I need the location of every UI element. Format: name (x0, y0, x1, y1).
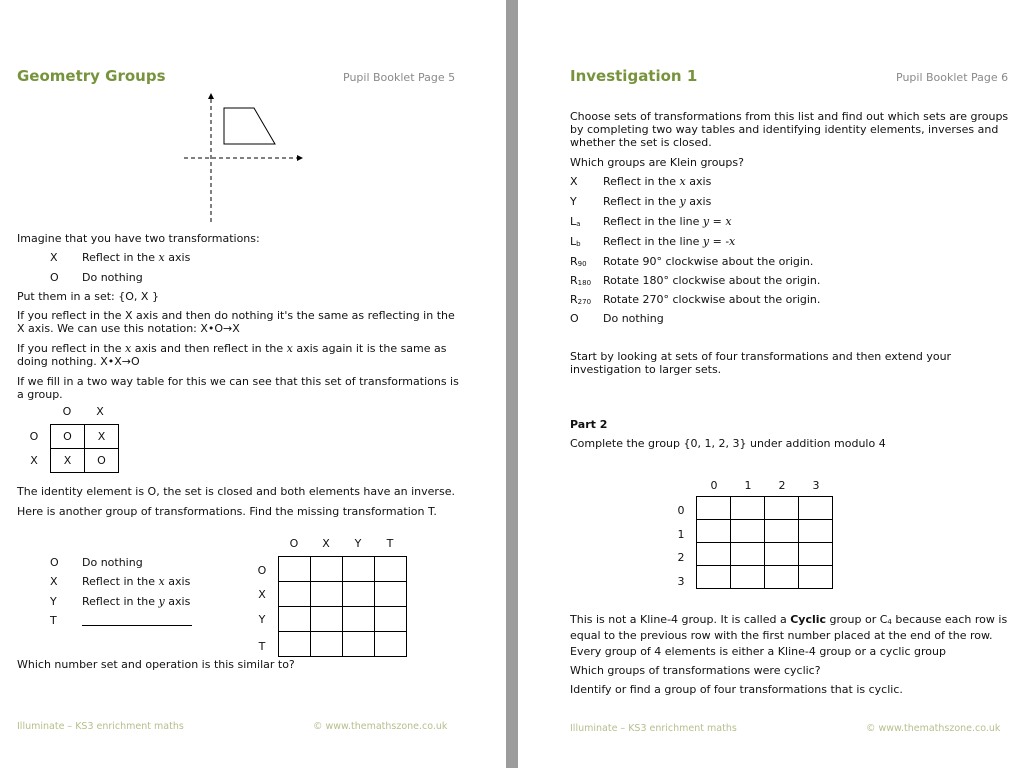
complete-group-text: Complete the group {0, 1, 2, 3} under addition modulo 4 (570, 437, 886, 450)
trans-desc: Rotate 90° clockwise about the origin. (603, 255, 814, 268)
which-cyclic-text: Which groups of transformations were cyclic? (570, 664, 821, 677)
page-label: Pupil Booklet Page 6 (896, 71, 1009, 84)
page-gutter (506, 0, 518, 768)
col-header: O (62, 405, 72, 418)
table-cell[interactable] (799, 497, 833, 520)
row-header: 2 (677, 551, 685, 564)
identity-text: The identity element is O, the set is closed and both elements have an inverse. (17, 485, 455, 498)
trapezium-shape (224, 108, 275, 144)
table-cell[interactable] (375, 607, 407, 632)
set-line: Put them in a set: {O, X } (17, 290, 159, 303)
para-reflect-twice: If you reflect in the x axis and then reflect in the x axis again it is the same as doing nothing. X•X→O (17, 342, 447, 368)
table-cell[interactable] (343, 582, 375, 607)
another-group-text: Here is another group of transformations. Find the missing transformation T. (17, 505, 437, 518)
col-header: O (289, 537, 299, 550)
footer-right: © www.themathszone.co.uk (866, 723, 1001, 734)
trans-desc: Reflect in the x axis (82, 251, 191, 264)
row-header: O (29, 430, 39, 443)
table-cell[interactable] (311, 632, 343, 657)
table-cell[interactable] (375, 632, 407, 657)
table-cell[interactable] (375, 582, 407, 607)
intro-text: Imagine that you have two transformations: (17, 232, 260, 245)
trans-symbol: R180 (570, 274, 592, 287)
table-cell[interactable] (343, 607, 375, 632)
table-cell[interactable] (765, 566, 799, 589)
trans-desc: Do nothing (603, 312, 664, 325)
col-header: X (96, 405, 104, 418)
klein-question: Which groups are Klein groups? (570, 156, 744, 169)
axes-diagram (180, 88, 310, 224)
table-cell[interactable] (311, 557, 343, 582)
trans-symbol: X (50, 251, 58, 264)
booklet-page-5 (0, 0, 506, 768)
row-header: 1 (677, 528, 685, 541)
investigation-intro: Choose sets of transformations from this list and find out which sets are groups by completing two way tables and identifying identity elements, inverses and whether the set is closed. (570, 110, 1009, 149)
trans-desc: Rotate 270° clockwise about the origin. (603, 293, 821, 306)
trans-symbol: Y (570, 195, 577, 208)
table-cell[interactable] (343, 632, 375, 657)
row-header: 0 (677, 504, 685, 517)
table-cell[interactable] (697, 520, 731, 543)
col-header: T (386, 537, 394, 550)
table-cell[interactable] (731, 543, 765, 566)
trans-desc: Rotate 180° clockwise about the origin. (603, 274, 821, 287)
table-cell[interactable] (731, 566, 765, 589)
table-cell[interactable] (697, 497, 731, 520)
trans-desc: Reflect in the x axis (82, 575, 191, 588)
table-cell[interactable] (343, 557, 375, 582)
start-text: Start by looking at sets of four transformations and then extend your investigation to larger sets. (570, 350, 952, 376)
table-cell[interactable] (311, 607, 343, 632)
table-cell[interactable] (279, 632, 311, 657)
row-header: Y (258, 613, 266, 626)
trans-symbol: La (570, 215, 581, 228)
row-header: O (257, 564, 267, 577)
para-two-way: If we fill in a two way table for this we can see that this set of transformations is a group. (17, 375, 459, 401)
cyclic-explanation: This is not a Kline-4 group. It is called a Cyclic group or C4 because each row is equal to the previous row with the first number placed at the end of the row. (570, 613, 1008, 642)
modulo-grid (696, 496, 833, 589)
table-cell[interactable] (697, 566, 731, 589)
row-header: X (258, 588, 266, 601)
footer-left: Illuminate – KS3 enrichment maths (17, 721, 184, 732)
table-cell[interactable] (279, 557, 311, 582)
trans-desc: Do nothing (82, 556, 143, 569)
booklet-page-6 (518, 0, 1024, 768)
trans-symbol: Lb (570, 235, 581, 248)
page-title: Investigation 1 (570, 67, 698, 85)
col-header: 3 (812, 479, 820, 492)
table-1-grid (50, 424, 119, 473)
trans-symbol: O (50, 271, 59, 284)
col-header: Y (354, 537, 362, 550)
table-cell[interactable] (731, 520, 765, 543)
col-header: 2 (778, 479, 786, 492)
footer-right: © www.themathszone.co.uk (313, 721, 448, 732)
trans-symbol: R270 (570, 293, 592, 306)
table-cell: X (51, 449, 85, 473)
trans-symbol: O (50, 556, 59, 569)
row-header: T (258, 640, 266, 653)
col-header: 0 (710, 479, 718, 492)
table-cell[interactable] (799, 520, 833, 543)
trans-symbol: O (570, 312, 579, 325)
table-cell: X (85, 425, 119, 449)
table-cell[interactable] (765, 520, 799, 543)
trans-symbol: R90 (570, 255, 587, 268)
para-reflect-nothing: If you reflect in the X axis and then do nothing it's the same as reflecting in the X axis. We can use this notation: X•O→X (17, 309, 455, 335)
table-cell[interactable] (765, 497, 799, 520)
table-cell: O (85, 449, 119, 473)
col-header: X (322, 537, 330, 550)
page-title: Geometry Groups (17, 67, 166, 85)
page-label: Pupil Booklet Page 5 (343, 71, 456, 84)
table-cell[interactable] (697, 543, 731, 566)
table-cell[interactable] (731, 497, 765, 520)
trans-desc: Reflect in the y axis (82, 595, 191, 608)
table-cell: O (51, 425, 85, 449)
trans-desc: Reflect in the line y = x (603, 215, 732, 228)
table-cell[interactable] (799, 543, 833, 566)
table-cell[interactable] (799, 566, 833, 589)
identify-text: Identify or find a group of four transformations that is cyclic. (570, 683, 903, 696)
trans-symbol: X (50, 575, 58, 588)
trans-desc: Reflect in the x axis (603, 175, 712, 188)
footer-left: Illuminate – KS3 enrichment maths (570, 723, 737, 734)
table-cell[interactable] (279, 607, 311, 632)
table-cell[interactable] (375, 557, 407, 582)
part-2-heading: Part 2 (570, 418, 608, 431)
table-2-grid (278, 556, 407, 657)
trans-symbol: T (50, 614, 57, 627)
trans-desc: Reflect in the y axis (603, 195, 712, 208)
table-cell[interactable] (279, 582, 311, 607)
col-header: 1 (744, 479, 752, 492)
trans-desc: Do nothing (82, 271, 143, 284)
trans-symbol: X (570, 175, 578, 188)
trans-symbol: Y (50, 595, 57, 608)
trans-desc: Reflect in the line y = -x (603, 235, 736, 248)
table-cell[interactable] (765, 543, 799, 566)
row-header: X (30, 454, 38, 467)
row-header: 3 (677, 575, 685, 588)
table-cell[interactable] (311, 582, 343, 607)
every-group-text: Every group of 4 elements is either a Kline-4 group or a cyclic group (570, 645, 946, 658)
similar-question: Which number set and operation is this similar to? (17, 658, 295, 671)
missing-transformation-blank[interactable] (82, 625, 192, 626)
